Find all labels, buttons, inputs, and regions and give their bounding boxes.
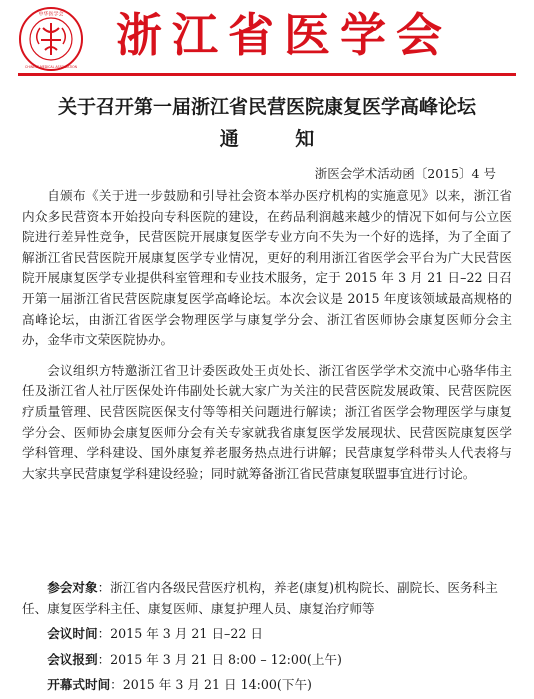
register-row (22, 650, 512, 671)
opening-row (22, 675, 512, 696)
svg-text:CHINESE MEDICAL ASSOCIATION: CHINESE MEDICAL ASSOCIATION (25, 65, 77, 69)
time-label: 会议时间 (47, 626, 98, 642)
body-paragraph: 会议组织方特邀浙江省卫计委医政处王贞处长、浙江省医学学术交流中心骆华伟主任及浙江省人社厅医保处许伟副处长就大家广为关注的民营医院发展政策、民营医院医疗质量管理、民营医院医保支付等等相关问题进行解读；浙江省医学会物理医学与康复学分会、医师协会康复医师分会有关专家就我省康复医学发展现状、民营医院康复医学学科管理、学科建设、国外康复养老服务热点进行讲解；民营康复学科带头人代表将与大家共享民营康复学科建设经验；同时就筹备浙江省民营康复联盟事宜进行讨论。 (22, 362, 512, 481)
organization-name: 浙江省医学会 (116, 8, 452, 62)
notice-subtitle: 通 知 (219, 128, 315, 150)
document-number: 浙医会学术活动函〔2015〕4 号 (314, 166, 496, 181)
notice-title: 关于召开第一届浙江省民营医院康复医学高峰论坛 (57, 96, 476, 118)
notice-body (22, 186, 512, 484)
header-divider (18, 73, 516, 76)
opening-value: ：2015 年 3 月 21 日 14:00(下午) (110, 677, 312, 693)
participants-value: ：浙江省内各级民营医疗机构，养老(康复)机构院长、副院长、医务科主任、康复医学科主任、康复医师、康复护理人员、康复治疗师等 (22, 580, 498, 616)
register-label: 会议报到 (47, 651, 98, 667)
svg-text:中华医学会: 中华医学会 (38, 11, 64, 18)
time-row (22, 624, 512, 645)
participants-label: 参会对象 (47, 580, 98, 595)
opening-label: 开幕式时间 (47, 677, 111, 693)
participants-row (22, 578, 512, 619)
body-paragraph: 自颁布《关于进一步鼓励和引导社会资本举办医疗机构的实施意见》以来，浙江省内众多民营资本开始投向专科医院的建设，在药品利润越来越少的情况下如何与公立医院进行差异性竞争，民营医院开展康复医学专业方向不失为一个好的选择，为了全面了解浙江省民营医院开展康复医学专业情况，更好的利用浙江省医学会平台为广大民营医院开展康复医学专业提供科室管理和专业技术服务，定于 2015 年 3 月 21 日–22 日召开第一届浙江省民营医院康复医学高峰论坛。本次会议是 2015 年度该领域最高规格的高峰论坛，由浙江省医学会物理医学与康复学分会、浙江省医师协会康复医师分会主办，金华市文荣医院协办。 (22, 188, 512, 348)
letterhead (0, 0, 534, 82)
time-value: ：2015 年 3 月 21 日–22 日 (97, 626, 263, 642)
meeting-details (22, 578, 512, 696)
register-value: ：2015 年 3 月 21 日 8:00 – 12:00(上午) (97, 651, 342, 667)
association-seal-icon (18, 6, 84, 72)
